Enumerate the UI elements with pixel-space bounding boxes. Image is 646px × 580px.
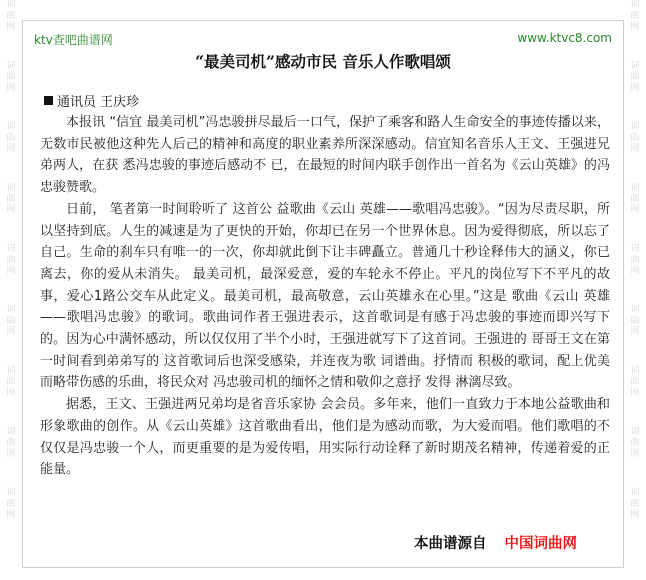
watermark-char: 词 bbox=[630, 183, 640, 193]
article-body bbox=[40, 112, 610, 481]
watermark-char: 网 bbox=[630, 22, 640, 32]
watermark-char: 网 bbox=[630, 83, 640, 93]
watermark-char: 曲 bbox=[630, 133, 640, 143]
watermark-group bbox=[6, 122, 15, 155]
watermark-char: 曲 bbox=[630, 255, 640, 265]
watermark-char: 曲 bbox=[6, 316, 16, 326]
watermark-char: 曲 bbox=[630, 316, 640, 326]
source-label: 本曲谱源自 bbox=[414, 536, 487, 552]
paragraph-1: 本报讯 “信宜 最美司机”冯忠骏拼尽最后一口气，保护了乘客和路人生命安全的事迹传播以来，无数市民被他这种先人后己的精神和高度的职业素养所深深感动。信宜知名音乐人王文、王强进兄弟两人，在获 悉冯忠骏的事迹后感动不 已，在最短的时间内联手创作出一首名为《云山英雄》的冯忠骏赞歌。 bbox=[40, 115, 610, 196]
watermark-char: 词 bbox=[6, 61, 16, 71]
paragraph-3: 据悉，王文、王强进两兄弟均是省音乐家协 会会员。多年来，他们一直致力于本地公益歌曲和形象歌曲的创作。从《云山英雄》这首歌曲看出，他们是为感动而歌，为大爱而唱。他们歌唱的不仅仅是冯忠骏一个人，而更重要的是为爱传唱，用实际行动诠释了新时期茂名精神，传递着爱的正能量。 bbox=[40, 397, 610, 478]
watermark-char: 词 bbox=[6, 244, 16, 254]
watermark-group bbox=[6, 488, 15, 521]
watermark-char: 词 bbox=[630, 488, 640, 498]
watermark-char: 网 bbox=[6, 327, 16, 337]
watermark-char: 曲 bbox=[630, 438, 640, 448]
watermark-char: 曲 bbox=[6, 499, 16, 509]
watermark-char: 词 bbox=[630, 122, 640, 132]
watermark-char: 网 bbox=[630, 327, 640, 337]
watermark-group bbox=[630, 244, 639, 277]
watermark-char: 曲 bbox=[6, 11, 16, 21]
watermark-group bbox=[6, 366, 15, 399]
watermark-char: 曲 bbox=[630, 72, 640, 82]
watermark-char: 词 bbox=[630, 427, 640, 437]
watermark-char: 网 bbox=[630, 388, 640, 398]
watermark-char: 曲 bbox=[6, 377, 16, 387]
watermark-char: 网 bbox=[6, 388, 16, 398]
watermark-char: 词 bbox=[6, 183, 16, 193]
watermark-char: 词 bbox=[630, 305, 640, 315]
watermark-char: 词 bbox=[6, 427, 16, 437]
watermark-char: 网 bbox=[630, 205, 640, 215]
watermark-char: 网 bbox=[630, 144, 640, 154]
watermark-char: 词 bbox=[630, 366, 640, 376]
byline bbox=[44, 91, 139, 110]
watermark-char: 网 bbox=[630, 266, 640, 276]
watermark-group bbox=[6, 244, 15, 277]
article-title: “最美司机”感动市民 音乐人作歌唱颂 bbox=[195, 52, 451, 71]
watermark-char: 网 bbox=[6, 83, 16, 93]
site-url-right: www.ktvc8.com bbox=[517, 31, 612, 45]
watermark-char: 曲 bbox=[6, 255, 16, 265]
watermark-char: 曲 bbox=[630, 499, 640, 509]
watermark-group bbox=[630, 0, 639, 33]
watermark-char: 曲 bbox=[630, 11, 640, 21]
watermark-left bbox=[2, 0, 20, 580]
watermark-char: 词 bbox=[630, 0, 640, 10]
watermark-char: 网 bbox=[630, 449, 640, 459]
watermark-char: 曲 bbox=[6, 438, 16, 448]
watermark-char: 词 bbox=[630, 244, 640, 254]
watermark-char: 词 bbox=[630, 61, 640, 71]
watermark-char: 曲 bbox=[630, 377, 640, 387]
watermark-char: 网 bbox=[6, 22, 16, 32]
watermark-group bbox=[6, 0, 15, 33]
watermark-group bbox=[6, 183, 15, 216]
watermark-char: 词 bbox=[6, 0, 16, 10]
watermark-char: 网 bbox=[6, 205, 16, 215]
watermark-group bbox=[6, 427, 15, 460]
watermark-right bbox=[626, 0, 644, 580]
watermark-char: 词 bbox=[6, 488, 16, 498]
source-credit bbox=[414, 532, 577, 553]
site-name-left: ktv查吧曲谱网 bbox=[34, 33, 113, 47]
watermark-char: 曲 bbox=[6, 72, 16, 82]
watermark-char: 网 bbox=[6, 144, 16, 154]
watermark-group bbox=[630, 427, 639, 460]
watermark-char: 词 bbox=[6, 366, 16, 376]
source-site-name: 中国词曲网 bbox=[504, 536, 577, 552]
paragraph-2: 日前， 笔者第一时间聆听了 这首公 益歌曲《云山 英雄——歌唱冯忠骏》。“因为尽责尽职，所以坚持到底。人生的减速是为了更快的开始，你却已在另一个世界休息。因为爱得彻底，所以忘了自己。生命的刹车只有唯一的一次，你却就此倒下让丰碑矗立。普通几十秒诠释伟大的涵义，你已离去，你的爱从未消失。 最美司机，最深爱意，爱的车轮永不停止。平凡的岗位写下不平凡的故事，爱心1路公交车从此定义。最美司机，最高敬意，云山英雄永在心里。”这是 歌曲《云山 英雄——歌唱冯忠骏》的歌词。歌曲词作者王强进表示，这首歌词是有感于冯忠骏的事迹而即兴写下的。因为心中满怀感动，所以仅仅用了半个小时，王强进就写下了这首词。王强进的 哥哥王文在第一时间看到弟弟写的 这首歌词后也深受感染，并连夜为歌 词谱曲。抒情而 积极的歌词，配上优美而略带伤感的乐曲，将民众对 冯忠骏司机的缅怀之情和敬仰之意抒 发得 淋漓尽致。 bbox=[40, 201, 610, 391]
watermark-group bbox=[630, 488, 639, 521]
watermark-group bbox=[630, 183, 639, 216]
watermark-group bbox=[6, 305, 15, 338]
watermark-group bbox=[630, 122, 639, 155]
watermark-char: 词 bbox=[6, 122, 16, 132]
bullet-square-icon bbox=[44, 96, 53, 105]
watermark-char: 曲 bbox=[630, 194, 640, 204]
watermark-char: 曲 bbox=[6, 133, 16, 143]
watermark-group bbox=[630, 305, 639, 338]
watermark-char: 曲 bbox=[6, 194, 16, 204]
watermark-char: 词 bbox=[6, 305, 16, 315]
byline-text: 通讯员 王庆珍 bbox=[57, 95, 140, 110]
watermark-char: 网 bbox=[6, 449, 16, 459]
watermark-char: 网 bbox=[6, 510, 16, 520]
watermark-char: 网 bbox=[6, 266, 16, 276]
watermark-group bbox=[630, 366, 639, 399]
watermark-char: 网 bbox=[630, 510, 640, 520]
